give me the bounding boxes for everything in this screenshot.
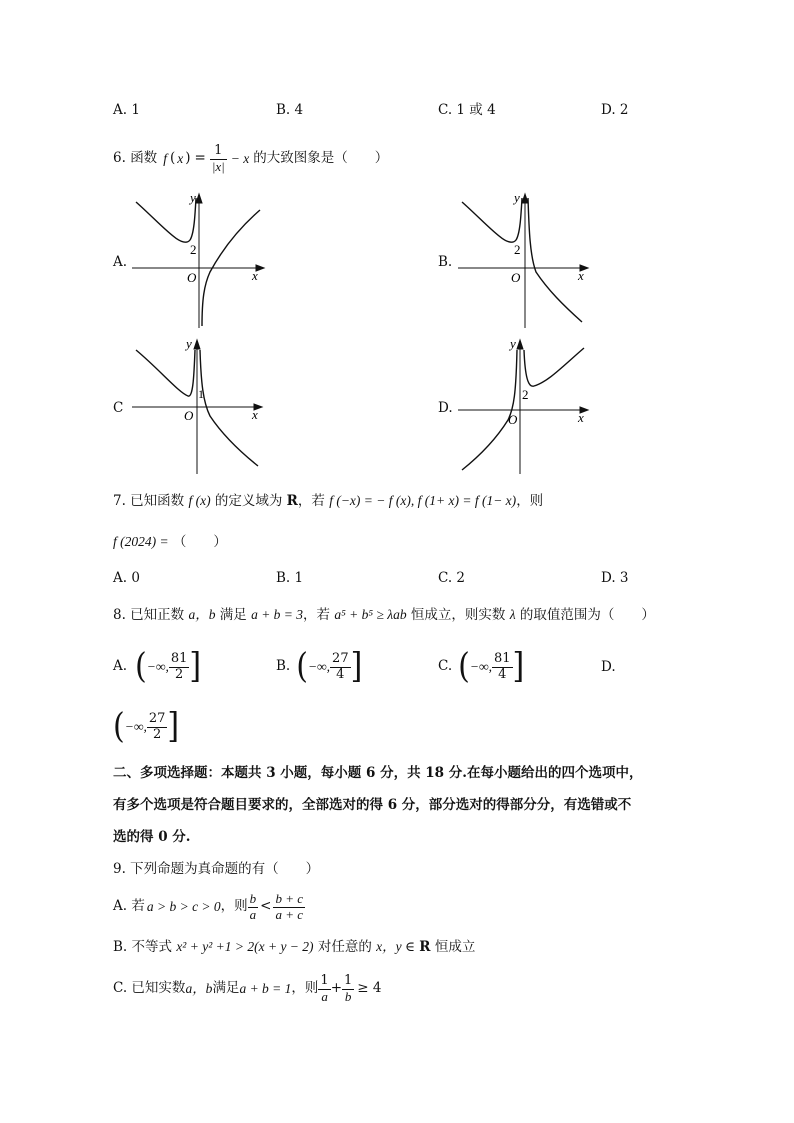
section2-line3: 选的得 0 分. (113, 829, 191, 845)
q8-option-c (438, 646, 524, 688)
q8-option-c-frac (492, 652, 513, 682)
q6-fraction (210, 144, 227, 174)
q8-option-a-den: 2 (175, 666, 184, 682)
q9-c-ab: a，b (185, 981, 213, 997)
q7-R: R (286, 493, 298, 509)
y-axis-arrow (194, 340, 200, 349)
q8-option-a-inf: −∞, (146, 659, 169, 675)
label-origin: O (187, 270, 197, 285)
q9-a-l-den: a (249, 906, 257, 922)
q9-option-a (113, 886, 305, 928)
label-1: 1 (198, 387, 204, 401)
q9-c-frac2 (342, 974, 354, 1004)
label-2: 2 (190, 242, 197, 257)
q8-ineq: a⁵ + b⁵ ≥ λab (334, 607, 407, 622)
curve-left (462, 198, 522, 242)
q8-option-a-lparen: ( (135, 646, 147, 687)
curve-right (524, 348, 584, 386)
q9-c-eq: a + b = 1 (239, 981, 292, 997)
q9-b-mid: 对任意的 (317, 939, 372, 955)
section2-line1: 二、多项选择题：本题共 3 小题，每小题 6 分，共 18 分.在每小题给出的四个选项中， (113, 765, 643, 781)
label-origin: O (508, 412, 518, 427)
q9-c-mid: 满足 (212, 980, 240, 997)
q6-graph-b (458, 190, 598, 330)
label-2: 2 (522, 387, 529, 402)
q9-a-frac-left (248, 892, 259, 922)
q8-option-b-label: B. (276, 658, 291, 675)
q8-lambda: λ (509, 607, 516, 622)
label-origin: O (184, 408, 194, 423)
q7-lead: 7. 已知函数 (113, 493, 185, 509)
q6-tail: 的大致图象是（ ） (253, 150, 389, 167)
q8-option-a (113, 646, 201, 688)
label-2: 2 (514, 242, 521, 257)
q7-option-d: D. 3 (601, 570, 629, 586)
q8-lead: 8. 已知正数 (113, 607, 185, 623)
q8-satisfy: 满足 (219, 607, 247, 623)
q6-minus-x: − x (230, 151, 250, 167)
q7-if: ，若 (297, 493, 325, 509)
q8-ab: a，b (188, 607, 216, 622)
y-axis-arrow (517, 340, 523, 349)
q6-eq: = (194, 150, 206, 167)
y-axis-arrow (196, 194, 202, 203)
q7-f2024: f (2024) = (113, 534, 169, 549)
q9-a-r-num: b + c (275, 891, 304, 907)
q8-option-b-den: 4 (336, 666, 345, 682)
q9-b-tail: 恒成立 (434, 939, 476, 955)
q8-option-d-frac (147, 712, 168, 742)
q9-c-num1: 1 (320, 973, 329, 989)
q9-a-r-den: a + c (275, 906, 304, 922)
q9-option-c (113, 968, 382, 1010)
q9-a-then: ，则 (220, 898, 248, 915)
q6-graph-label-c: C (113, 400, 124, 416)
q9-b-ineq: x² + y² +1 > 2(x + y − 2) (176, 939, 314, 954)
label-x: x (252, 407, 258, 422)
q9-a-frac-right (273, 892, 305, 922)
q8-option-b-lparen: ( (296, 646, 308, 687)
curve-right (528, 198, 582, 322)
q6-graph-label-a: A. (113, 254, 128, 270)
label-x: x (252, 268, 258, 283)
q9-a-lt: < (260, 898, 272, 915)
q6-x: x (177, 151, 184, 167)
q6-graph-c (132, 336, 272, 476)
q6-lead: 函数 (130, 150, 158, 167)
q6-stem (113, 138, 388, 180)
q8-holds: 恒成立，则实数 (410, 607, 506, 623)
q8-if: ，若 (303, 607, 331, 623)
q8-option-c-lparen: ( (458, 646, 470, 687)
q6-frac-num: 1 (210, 144, 227, 159)
q7-domain-text: 的定义域为 (214, 493, 283, 509)
q6-graph-d (458, 336, 598, 476)
q8-option-c-rbracket: ] (512, 646, 525, 687)
q8-option-a-rbracket: ] (189, 646, 202, 687)
q9-c-pre: C. 已知实数 (113, 980, 186, 997)
q7-option-a: A. 0 (113, 570, 140, 586)
label-x: x (578, 268, 584, 283)
q9-stem: 9. 下列命题为真命题的有（ ） (113, 861, 320, 877)
q7-option-b: B. 1 (276, 570, 304, 586)
section2-line2: 有多个选项是符合题目要求的，全部选对的得 6 分，部分选对的得部分分，有选错或不 (113, 797, 632, 813)
q8-option-b-rbracket: ] (350, 646, 363, 687)
q9-c-then: ，则 (291, 980, 319, 997)
q8-option-d-num: 27 (148, 711, 166, 727)
q8-option-d (113, 706, 179, 748)
curve-left (136, 350, 195, 396)
q9-c-num2: 1 (344, 973, 353, 989)
q9-b-R: R (419, 939, 431, 955)
q7-line2 (113, 535, 227, 550)
q9-b-vars: x，y ∈ (376, 939, 415, 954)
q8-option-c-label: C. (438, 658, 453, 675)
label-x: x (578, 410, 584, 425)
q9-c-den2: b (344, 988, 352, 1004)
label-y: y (514, 190, 520, 205)
q9-c-frac1 (318, 974, 330, 1004)
label-y: y (190, 190, 196, 205)
q8-option-b (276, 646, 362, 688)
label-origin: O (511, 270, 521, 285)
q9-c-den1: a (321, 988, 328, 1004)
q8-option-a-num: 81 (170, 651, 188, 667)
curve-right (200, 350, 258, 466)
q6-graph-a (132, 190, 272, 330)
q8-option-d-den: 2 (152, 726, 162, 742)
q8-option-c-inf: −∞, (469, 659, 492, 675)
label-y: y (186, 336, 192, 351)
q8-option-c-den: 4 (498, 666, 507, 682)
q8-sum: a + b = 3 (251, 607, 304, 622)
q9-b-pre: B. 不等式 (113, 939, 173, 955)
q6-graph-label-d: D. (438, 400, 453, 416)
q8-option-d-lparen: ( (113, 706, 125, 747)
label-y: y (510, 336, 516, 351)
q6-number: 6. (113, 150, 126, 167)
q8-option-c-num: 81 (493, 651, 511, 667)
q6-graph-label-b: B. (438, 254, 453, 270)
q8-stem (113, 608, 655, 623)
q6-frac-den: |x| (211, 158, 225, 174)
curve-left (136, 198, 196, 242)
q9-a-pre: A. 若 (113, 898, 145, 915)
q7-blank: （ ） (172, 534, 227, 550)
q7-then: ，则 (516, 493, 544, 509)
q7-option-c: C. 2 (438, 570, 466, 586)
q7-conditions: f (−x) = − f (x), f (1+ x) = f (1− x) (329, 493, 517, 508)
q9-a-cond: a > b > c > 0 (146, 899, 221, 915)
q5-option-d: D. 2 (601, 102, 629, 118)
q6-rparen: ) (185, 150, 191, 167)
q8-option-d-rbracket: ] (167, 706, 180, 747)
q8-option-d-inf: −∞, (124, 719, 147, 735)
q8-option-b-inf: −∞, (307, 659, 331, 675)
q9-option-b (113, 940, 475, 955)
q8-option-a-label: A. (113, 658, 128, 675)
q7-line1 (113, 494, 543, 509)
q5-option-b: B. 4 (276, 102, 304, 118)
q7-fx: f (x) (188, 493, 211, 508)
q8-option-b-frac (330, 652, 351, 682)
q9-c-plus: + (330, 980, 343, 997)
q6-lparen: ( (169, 150, 176, 167)
q6-f: f (163, 151, 167, 167)
q8-range: 的取值范围为（ ） (519, 607, 655, 623)
q8-option-b-num: 27 (332, 651, 349, 667)
q8-option-d-label: D. (601, 659, 616, 675)
q9-a-l-num: b (249, 891, 257, 907)
q9-c-ge: ≥ 4 (357, 980, 382, 997)
y-axis-arrow (522, 194, 528, 203)
q8-option-a-frac (169, 652, 190, 682)
q5-option-a: A. 1 (113, 102, 140, 118)
q5-option-c: C. 1 或 4 (438, 102, 496, 118)
